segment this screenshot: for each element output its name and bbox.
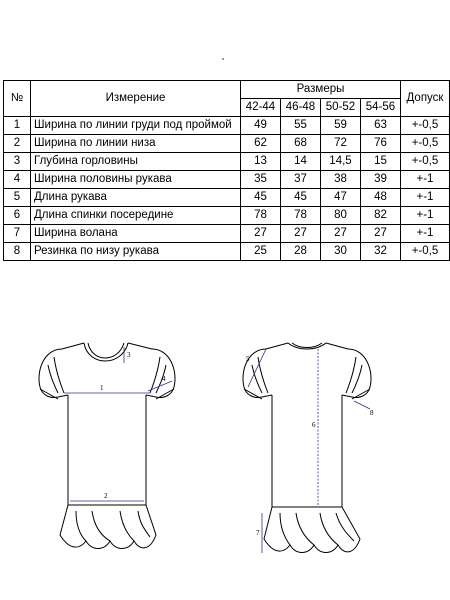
row-tolerance: +-1 — [401, 207, 450, 225]
back-flounce — [264, 507, 360, 553]
row-value: 63 — [361, 117, 401, 135]
measure-4 — [148, 381, 172, 391]
row-value: 25 — [241, 243, 281, 261]
row-tolerance: +-0,5 — [401, 243, 450, 261]
row-num: 8 — [4, 243, 31, 261]
row-value: 37 — [281, 171, 321, 189]
size-col: 54-56 — [361, 99, 401, 117]
row-value: 14,5 — [321, 153, 361, 171]
row-value: 13 — [241, 153, 281, 171]
row-tolerance: +-0,5 — [401, 135, 450, 153]
row-value: 27 — [321, 225, 361, 243]
row-value: 68 — [281, 135, 321, 153]
row-num: 7 — [4, 225, 31, 243]
row-value: 55 — [281, 117, 321, 135]
front-sleeve-left — [39, 349, 68, 398]
row-value: 14 — [281, 153, 321, 171]
front-flounce — [60, 505, 156, 549]
row-num: 6 — [4, 207, 31, 225]
row-value: 32 — [361, 243, 401, 261]
row-value: 35 — [241, 171, 281, 189]
row-value: 78 — [241, 207, 281, 225]
measure-label-6: 6 — [312, 421, 316, 429]
header-num: № — [4, 81, 31, 117]
dress-back-sketch — [232, 335, 412, 565]
back-neckline — [292, 343, 322, 348]
size-col: 50-52 — [321, 99, 361, 117]
row-name: Ширина волана — [31, 225, 241, 243]
measure-label-4: 4 — [162, 375, 166, 383]
row-name: Ширина по линии груди под проймой — [31, 117, 241, 135]
row-name: Глубина горловины — [31, 153, 241, 171]
row-value: 78 — [281, 207, 321, 225]
measure-label-1: 1 — [100, 384, 104, 392]
header-tolerance: Допуск — [401, 81, 450, 117]
measure-label-5: 5 — [246, 355, 250, 363]
row-name: Ширина половины рукава — [31, 171, 241, 189]
table-row — [4, 135, 450, 153]
row-tolerance: +-0,5 — [401, 153, 450, 171]
size-col: 46-48 — [281, 99, 321, 117]
row-value: 49 — [241, 117, 281, 135]
measure-label-2: 2 — [104, 492, 108, 500]
row-value: 30 — [321, 243, 361, 261]
row-tolerance: +-1 — [401, 189, 450, 207]
row-value: 80 — [321, 207, 361, 225]
front-shoulder-right — [128, 343, 152, 349]
row-value: 62 — [241, 135, 281, 153]
row-value: 27 — [361, 225, 401, 243]
measure-label-8: 8 — [370, 409, 374, 417]
row-value: 45 — [241, 189, 281, 207]
row-num: 4 — [4, 171, 31, 189]
header-measurement: Измерение — [31, 81, 241, 117]
front-measure-lines — [64, 347, 172, 501]
table-row — [4, 189, 450, 207]
row-num: 5 — [4, 189, 31, 207]
row-name: Длина спинки посередине — [31, 207, 241, 225]
row-num: 3 — [4, 153, 31, 171]
row-tolerance: +-1 — [401, 225, 450, 243]
row-value: 38 — [321, 171, 361, 189]
row-value: 39 — [361, 171, 401, 189]
page-dot — [222, 58, 224, 60]
row-value: 72 — [321, 135, 361, 153]
measure-label-7: 7 — [256, 529, 260, 537]
row-num: 1 — [4, 117, 31, 135]
back-sleeve-right — [342, 349, 371, 398]
row-name: Длина рукава — [31, 189, 241, 207]
dress-front-sketch — [30, 335, 210, 565]
front-neckline — [88, 343, 124, 358]
table-row — [4, 171, 450, 189]
row-value: 27 — [241, 225, 281, 243]
row-value: 27 — [281, 225, 321, 243]
row-value: 82 — [361, 207, 401, 225]
row-num: 2 — [4, 135, 31, 153]
row-name: Ширина по линии низа — [31, 135, 241, 153]
table-header-row — [4, 81, 450, 99]
row-value: 45 — [281, 189, 321, 207]
table-row — [4, 225, 450, 243]
row-value: 28 — [281, 243, 321, 261]
measure-label-3: 3 — [127, 351, 131, 359]
row-value: 76 — [361, 135, 401, 153]
size-spec-table — [3, 80, 450, 261]
table-row — [4, 153, 450, 171]
row-tolerance: +-0,5 — [401, 117, 450, 135]
row-tolerance: +-1 — [401, 171, 450, 189]
size-col: 42-44 — [241, 99, 281, 117]
row-value: 48 — [361, 189, 401, 207]
header-sizes: Размеры — [241, 81, 401, 99]
table-row — [4, 243, 450, 261]
row-name: Резинка по низу рукава — [31, 243, 241, 261]
row-value: 47 — [321, 189, 361, 207]
row-value: 59 — [321, 117, 361, 135]
front-shoulder-left — [62, 343, 84, 349]
table-row — [4, 117, 450, 135]
table-row — [4, 207, 450, 225]
measure-8 — [354, 401, 370, 409]
back-measure-lines — [248, 349, 370, 553]
row-value: 15 — [361, 153, 401, 171]
